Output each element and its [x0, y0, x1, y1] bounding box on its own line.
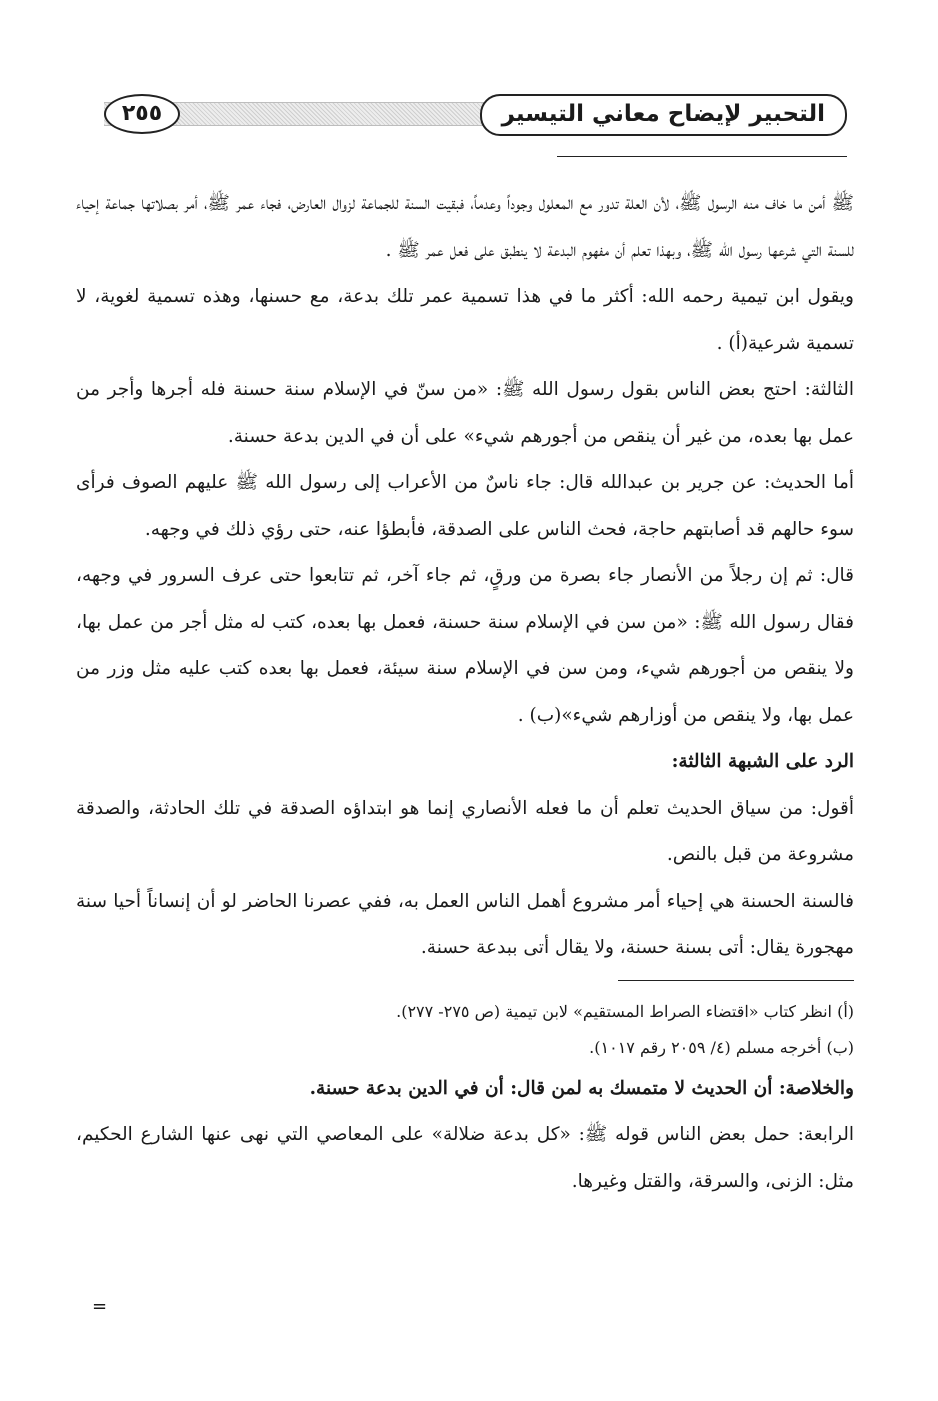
reply-heading: الرد على الشبهة الثالثة:: [671, 751, 854, 772]
paragraph-hadith-continued: قال: ثم إن رجلاً من الأنصار جاء بصرة من ورقٍ، ثم جاء آخر، ثم تتابعوا حتى عرف السرور في وجهه، فقال رسول الله ﷺ: «من سن في الإسلام سنة حسنة، فعمل بها بعده، كتب له مثل أجر من عمل بها، ولا ينقص من أجورهم شيء، ومن سن في الإسلام سنة سيئة، فعمل بها بعده كتب عليه مثل وزر من عمل بها، ولا ينقص من أوزارهم شيء»(ب) .: [76, 565, 854, 726]
footnotes: [76, 980, 854, 1066]
paragraph-ibn-taymiyyah: ويقول ابن تيمية رحمه الله: أكثر ما في هذا تسمية عمر تلك بدعة، مع حسنها، وهذه تسمية لغوية، لا تسمية شرعية(أ) .: [76, 286, 854, 354]
paragraph-third-argument: الثالثة: احتج بعض الناس بقول رسول الله ﷺ: «من سنّ في الإسلام سنة حسنة فله أجرها وأجر من عمل بها بعده، من غير أن ينقص من أجورهم شيء» على أن في الدين بدعة حسنة.: [76, 379, 854, 447]
footnote-b: (ب) أخرجه مسلم (٤/ ٢٠٥٩ رقم ١٠١٧).: [589, 1037, 854, 1057]
paragraph-reply: أقول: من سياق الحديث تعلم أن ما فعله الأنصاري إنما هو ابتداؤه الصدقة في تلك الحادثة، والصدقة مشروعة من قبل بالنص.: [76, 797, 854, 865]
book-title: التحبير لإيضاح معاني التيسير: [480, 94, 847, 136]
paragraph-good-sunnah: فالسنة الحسنة هي إحياء أمر مشروع أهمل الناس العمل به، ففي عصرنا الحاضر لو أن إنساناً أحيا سنة مهجورة يقال: أتى بسنة حسنة، ولا يقال أتى ببدعة حسنة.: [76, 890, 854, 958]
continuation-mark: =: [92, 1296, 108, 1317]
header-rule: [557, 156, 847, 157]
page-number: ٢٥٥: [104, 94, 180, 134]
page-body: [76, 181, 854, 1205]
paragraph-fourth-argument: الرابعة: حمل بعض الناس قوله ﷺ: «كل بدعة ضلالة» على المعاصي التي نهى عنها الشارع الحكيم، مثل: الزنى، والسرقة، والقتل وغيرها.: [76, 1124, 854, 1192]
running-header: [84, 92, 847, 136]
paragraph-hadith: أما الحديث: عن جرير بن عبدالله قال: جاء ناسٌ من الأعراب إلى رسول الله ﷺ عليهم الصوف فرأى سوء حالهم قد أصابتهم حاجة، فحث الناس على الصدقة، فأبطؤا عنه، حتى رؤي ذلك في وجهه.: [76, 472, 854, 540]
paragraph-continuation: ﷺ أمن ما خاف منه الرسول ﷺ، لأن العلة تدور مع المعلول وجوداً وعدماً، فبقيت السنة للجماعة لزوال العارض، فجاء عمر ﷺ، أمر بصلاتها جماعة إحياء للسنة التي شرعها رسول الله ﷺ، وبهذا تعلم أن مفهوم البدعة لا ينطبق على فعل عمر ﷺ .: [76, 193, 855, 261]
footnote-a: (أ) انظر كتاب «اقتضاء الصراط المستقيم» لابن تيمية (ص ٢٧٥- ٢٧٧).: [396, 1001, 854, 1021]
conclusion: والخلاصة: أن الحديث لا متمسك به لمن قال: أن في الدين بدعة حسنة.: [309, 1077, 854, 1099]
